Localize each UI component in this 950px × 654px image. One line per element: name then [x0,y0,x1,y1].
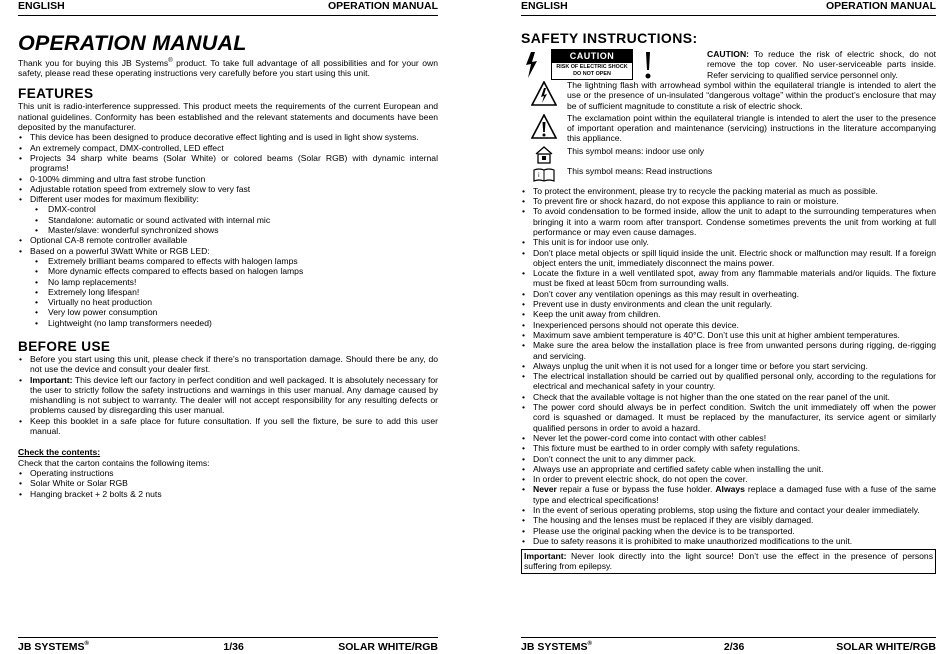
svg-text:i: i [538,171,540,179]
before-use-heading: BEFORE USE [18,338,111,354]
check-contents-list [18,468,438,499]
symbol-row [521,80,936,111]
symbol-description: The lightning flash with arrowhead symbol within the equilateral triangle is intended to alert the use or the presence of un-insulated “dangerous voltage” within the product’s enclosure that may be of sufficient magnitude to constitute a risk of electric shock. [567,80,936,111]
symbol-description: This symbol means: indoor use only [567,145,705,156]
safety-item: • The housing and the lenses must be replaced if they are visibly damaged. [521,515,936,525]
symbol-description: The exclamation point within the equilateral triangle is intended to alert the user to the presence of important operation and maintenance (servicing) instructions in the literature accompanying this appliance. [567,112,936,144]
safety-item: • Don’t connect the unit to any dimmer pack. [521,454,936,464]
safety-item: • Please use the original packing when the device is to be transported. [521,526,936,536]
feature-item: • Different user modes for maximum flexibility: [18,194,438,204]
feature-item: • Adjustable rotation speed from extremely slow to very fast [18,184,438,194]
symbol-row [521,113,936,144]
footer-brand: JB SYSTEMS® [18,641,89,653]
safety-item: • To avoid condensation to be formed inside, allow the unit to adapt to the surrounding temperatures when bringing it into a warm room after transport. Condense sometimes prevents the unit from working at full performance or may even cause damages. [521,206,936,237]
feature-item: • Based on a powerful 3Watt White or RGB LED: [18,246,438,256]
safety-item: • Check that the available voltage is not higher than the one stated on the rear panel of the unit. [521,392,936,402]
page-1-content [18,31,438,499]
footer-brand: JB SYSTEMS® [521,641,592,653]
safety-item: • Never let the power-cord come into contact with other cables! [521,433,936,443]
lightning-bolt-icon [521,50,543,80]
safety-item: • Don’t place metal objects or spill liquid inside the unit. Electric shock or malfunction may result. If a foreign object enters the unit, immediately disconnect the mains power. [521,248,936,269]
check-contents-item: • Hanging bracket + 2 bolts & 2 nuts [18,489,438,499]
feature-item: • Standalone: automatic or sound activated with internal mic [18,215,438,225]
footer-model: SOLAR WHITE/RGB [338,641,438,653]
header-language: ENGLISH [521,0,568,12]
intro-paragraph: Thank you for buying this JB Systems® product. To take full advantage of all possibilities and for your own safety, please read these operating instructions very carefully before you start using this unit. [18,57,438,79]
footer-model: SOLAR WHITE/RGB [836,641,936,653]
feature-item: • 0-100% dimming and ultra fast strobe function [18,174,438,184]
safety-list [521,186,936,546]
header-title: OPERATION MANUAL [825,0,936,12]
indoor-house-icon [521,146,567,164]
feature-item: • Very low power consumption [18,307,438,317]
safety-item: • Always unplug the unit when it is not used for a longer time or before you start servicing. [521,361,936,371]
safety-item: • Keep the unit away from children. [521,309,936,319]
exclamation-triangle-icon [521,113,567,141]
safety-item: • Inexperienced persons should not operate this device. [521,320,936,330]
safety-item: • This fixture must be earthed to in order comply with safety regulations. [521,443,936,453]
page-title: OPERATION MANUAL [18,31,247,55]
important-note: Important: Never look directly into the light source! Don’t use the effect in the presence of persons suffering from epilepsy. [521,549,936,574]
check-contents-item: • Operating instructions [18,468,438,478]
safety-item: • Due to safety reasons it is prohibited to make unauthorized modifications to the unit. [521,536,936,546]
safety-item: • The electrical installation should be carried out by qualified personal only, according to the regulations for electrical and mechanical safety in your country. [521,371,936,392]
header-language: ENGLISH [18,0,65,12]
footer-page-number: 2/36 [723,641,745,653]
safety-item: • The power cord should always be in perfect condition. Switch the unit immediately off when the power cord is squashed or damaged. It must be replaced by the manufacturer, its service agent or similarly qualified persons in order to avoid a hazard. [521,402,936,433]
check-contents-item: • Solar White or Solar RGB [18,478,438,488]
feature-item: • Lightweight (no lamp transformers needed) [18,318,438,328]
page-footer [18,637,438,653]
read-book-icon [521,166,567,184]
check-contents-intro: Check that the carton contains the following items: [18,457,210,468]
safety-item: • Locate the fixture in a well ventilated spot, away from any flammable materials and/or liquids. The fixture must be fixed at least 50cm from surrounding walls. [521,268,936,289]
safety-heading: SAFETY INSTRUCTIONS: [521,30,698,46]
safety-item: • Make sure the area below the installation place is free from unwanted persons during rigging, de-rigging and servicing. [521,340,936,361]
symbol-row [521,146,936,164]
before-use-item: • Keep this booklet in a safe place for future consultation. If you sell the fixture, be sure to add this user manual. [18,416,438,437]
safety-item: • In the event of serious operating problems, stop using the fixture and contact your dealer immediately. [521,505,936,515]
safety-item: • In order to prevent electric shock, do not open the cover. [521,474,936,484]
feature-item: • An extremely compact, DMX-controlled, LED effect [18,143,438,153]
header-title: OPERATION MANUAL [327,0,438,12]
footer-page-number: 1/36 [223,641,244,653]
caution-block [521,49,936,80]
page-header [521,0,936,16]
feature-item: • This device has been designed to produce decorative effect lighting and is used in light show systems. [18,132,438,142]
features-heading: FEATURES [18,86,94,102]
feature-item: • No lamp replacements! [18,277,438,287]
before-use-item: • Before you start using this unit, please check if there’s no transportation damage. Should there be any, do not use the device and consult your dealer first. [18,354,438,375]
features-list [18,132,438,328]
manual-page-1 [18,0,438,654]
safety-item: • Maximum save ambient temperature is 40°C. Don’t use this unit at higher ambient temperatures. [521,330,936,340]
feature-item: • Extremely brilliant beams compared to effects with halogen lamps [18,256,438,266]
page-header [18,0,438,16]
safety-item: • To protect the environment, please try to recycle the packing material as much as possible. [521,186,936,196]
page-footer [521,637,936,653]
before-use-list [18,354,438,436]
check-contents-heading: Check the contents: [18,447,101,458]
feature-item: • Master/slave: wonderful synchronized shows [18,225,438,235]
safety-item: • Never repair a fuse or bypass the fuse holder. Always replace a damaged fuse with a fuse of the same type and electrical specifications! [521,484,936,505]
safety-item: • Prevent use in dusty environments and clean the unit regularly. [521,299,936,309]
safety-item: • Always use an appropriate and certified safety cable when installing the unit. [521,464,936,474]
exclamation-icon [641,50,655,80]
feature-item: • Projects 34 sharp white beams (Solar White) or colored beams (Solar RGB) with dynamic internal programs! [18,153,438,174]
symbol-row [521,166,936,184]
caution-label-box: CAUTION RISK OF ELECTRIC SHOCK DO NOT OPEN [551,49,633,80]
lightning-triangle-icon [521,80,567,108]
symbol-description: This symbol means: Read instructions [567,165,713,176]
page-2-content [521,31,936,574]
feature-item: • DMX-control [18,204,438,214]
safety-item: • To prevent fire or shock hazard, do not expose this appliance to rain or moisture. [521,196,936,206]
feature-item: • Virtually no heat production [18,297,438,307]
manual-page-2 [521,0,936,654]
feature-item: • More dynamic effects compared to effects based on halogen lamps [18,266,438,276]
safety-item: • This unit is for indoor use only. [521,237,936,247]
feature-item: • Extremely long lifespan! [18,287,438,297]
symbol-explanations [521,80,936,184]
before-use-item: • Important: This device left our factory in perfect condition and well packaged. It is absolutely necessary for the user to strictly follow the safety instructions and warnings in this user manual. Any damage caused by mishandling is not subject to warranty. The dealer will not accept responsibility for any resulting defects or problems caused by disregarding this user manual. [18,375,438,416]
feature-item: • Optional CA-8 remote controller available [18,235,438,245]
caution-text: CAUTION: To reduce the risk of electric shock, do not remove the top cover. No user-serviceable parts inside. Refer servicing to qualified service personnel only. [707,49,936,80]
safety-item: • Don’t cover any ventilation openings as this may result in overheating. [521,289,936,299]
features-intro: This unit is radio-interference suppressed. This product meets the requirements of the current European and national guidelines. Conformity has been established and the relevant statements and documents have been deposited by the manufacturer. [18,101,438,133]
